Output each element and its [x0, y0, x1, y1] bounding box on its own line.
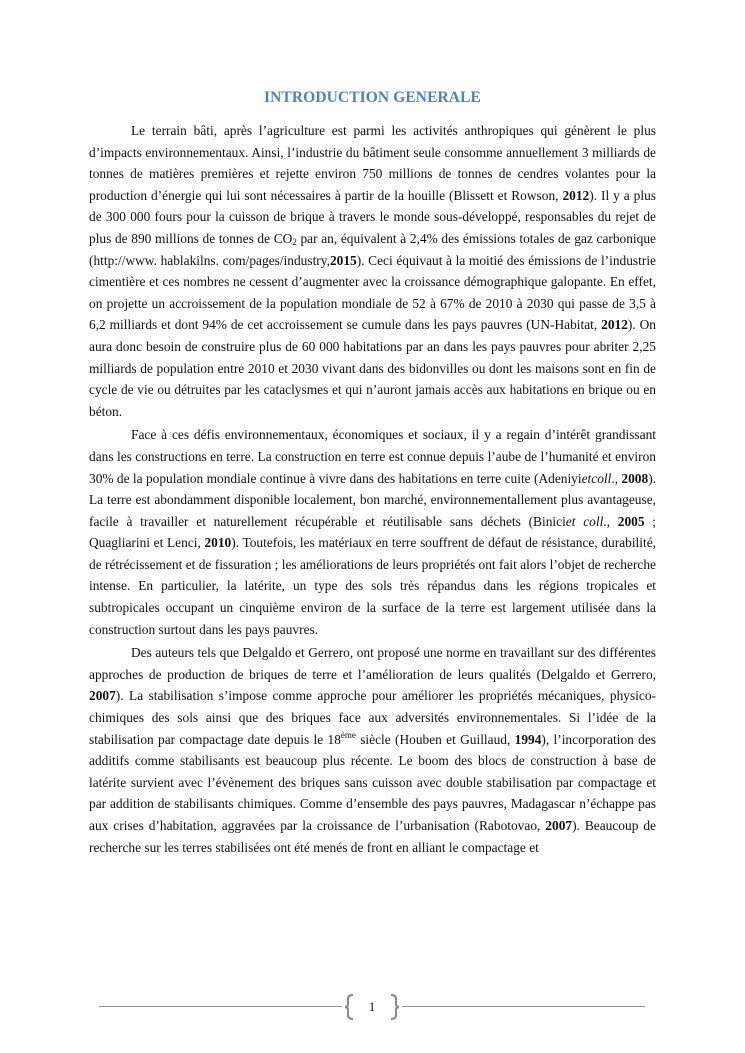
text-run: ). La terre est abondamment disponible localement, bon marché, environnementallement plus avantageuse, facile à travailler et naturellement récupérable et réutilisable sans déchets (Binici: [89, 470, 656, 529]
text-run: ). Beaucoup de recherche sur les terres stabilisées ont été menés de front en alliant le compactage et: [89, 818, 656, 855]
text-run: 2005: [617, 513, 645, 529]
text-run: .,: [603, 513, 618, 529]
text-run: ). Toutefois, les matériaux en terre souffrent de défaut de résistance, durabilité, de rétrécissement et de fissuration ; les améliorations de leurs propriétés ont fait alors l’objet de recherche intense. En particulier, la latérite, un type des sols très répandus dans les régions tropicales et subtropicales occupant un cinquième environ de la surface de la terre est largement utilisée dans la construction surtout dans les pays pauvres.: [89, 535, 657, 637]
text-run: ). Il y a plus de 300 000 fours pour la cuisson de brique à travers le monde sous-développé, responsables du rejet de plus de 890 millions de tonnes de CO: [89, 187, 656, 246]
text-run: 2008: [621, 470, 649, 486]
footer-rule-left: [99, 1006, 342, 1007]
text-run: ; Quagliarini et Lenci,: [89, 513, 657, 551]
text-run: 2: [292, 236, 297, 247]
body-text: [89, 120, 656, 860]
text-run: 2010: [204, 535, 232, 551]
text-run: ). Ceci équivaut à la moitié des émissions de l’industrie cimentière et ces nombres ne cessent d’augmenter avec la croissance démographique galopante. En effet, on projette un accroissement de la population mondiale de 52 à 67% de 2010 à 2030 qui passe de 3,5 à 6,2 milliards et dont 94% de cet accroissement se cumule dans les pays pauvres (UN-Habitat,: [89, 252, 656, 333]
text-run: 2007: [545, 818, 573, 833]
paragraph: [89, 120, 656, 422]
text-run: Face à ces défis environnementaux, économiques et sociaux, il y a regain d’intérêt grandissant dans les constructions en terre. La construction en terre est connue depuis l’aube de l’humanité et environ 30% de la population mondiale continue à vivre dans des habitations en terre cuite (Adeniyi: [89, 427, 656, 486]
text-run: siècle (Houben et Guillaud,: [355, 731, 515, 747]
text-run: par an, équivalent à 2,4% des émissions totales de gaz carbonique (http://www. hablakilns. com/pages/industry,: [89, 230, 656, 268]
footer-right-brace: [390, 994, 400, 1020]
text-run: et coll: [565, 513, 604, 529]
text-run: ). On aura donc besoin de construire plus de 60 000 habitations par an dans les pays pauvres pour abriter 2,25 milliards de population entre 2010 et 2030 vivant dans des bidonvilles ou dont les maisons sont en fin de cycle de vie ou détruites par les cataclysmes et qui n’auront jamais accès aux habitations en brique ou en béton.: [89, 317, 656, 419]
page-title: INTRODUCTION GENERALE: [264, 89, 481, 106]
footer-rule-right: [402, 1006, 645, 1007]
text-run: .,: [611, 470, 622, 486]
paragraph: [89, 424, 656, 640]
paragraph: [89, 642, 656, 858]
text-run: 2007: [89, 688, 116, 704]
text-run: ), l’incorporation des additifs comme stabilisants est beaucoup plus récente. Le boom des blocs de construction à base de latérite survient avec l’évènement des briques sans cuisson avec double stabilisation par compactage et par addition de stabilisants chimiques. Comme d’ensemble des pays pauvres, Madagascar n’échappe pas aux crises d’habitation, aggravées par la croissance de l’urbanisation (Rabotovao,: [89, 731, 657, 833]
text-run: etcoll: [581, 470, 612, 486]
text-run: 2012: [562, 187, 590, 203]
text-run: 2015: [329, 252, 357, 268]
text-run: ). La stabilisation s’impose comme approche pour améliorer les propriétés mécaniques, physico-chimiques des sols ainsi que des briques face aux adversités environnementales. Si l’idée de la stabilisation par compactage date depuis le 18: [89, 688, 656, 747]
text-run: Le terrain bâti, après l’agriculture est parmi les activités anthropiques qui génèrent le plus d’impacts environnementaux. Ainsi, l’industrie du bâtiment seule consomme annuellement 3 milliards de tonnes de matières premières et rejette environ 750 millions de tonnes de cendres volantes pour la production d’énergie qui lui sont nécessaires à partir de la houille (Blissett et Rowson,: [89, 123, 656, 203]
page-footer: [99, 994, 645, 1020]
text-run: 2012: [601, 317, 628, 333]
footer-left-brace: [344, 994, 354, 1020]
page-number: 1: [368, 999, 376, 1014]
text-run: ème: [340, 729, 356, 740]
text-run: Des auteurs tels que Delgaldo et Gerrero, ont proposé une norme en travaillant sur des différentes approches de production de briques de terre et l’amélioration de leurs qualités (Delgaldo et Gerrero,: [89, 645, 656, 682]
text-run: 1994: [514, 731, 542, 747]
